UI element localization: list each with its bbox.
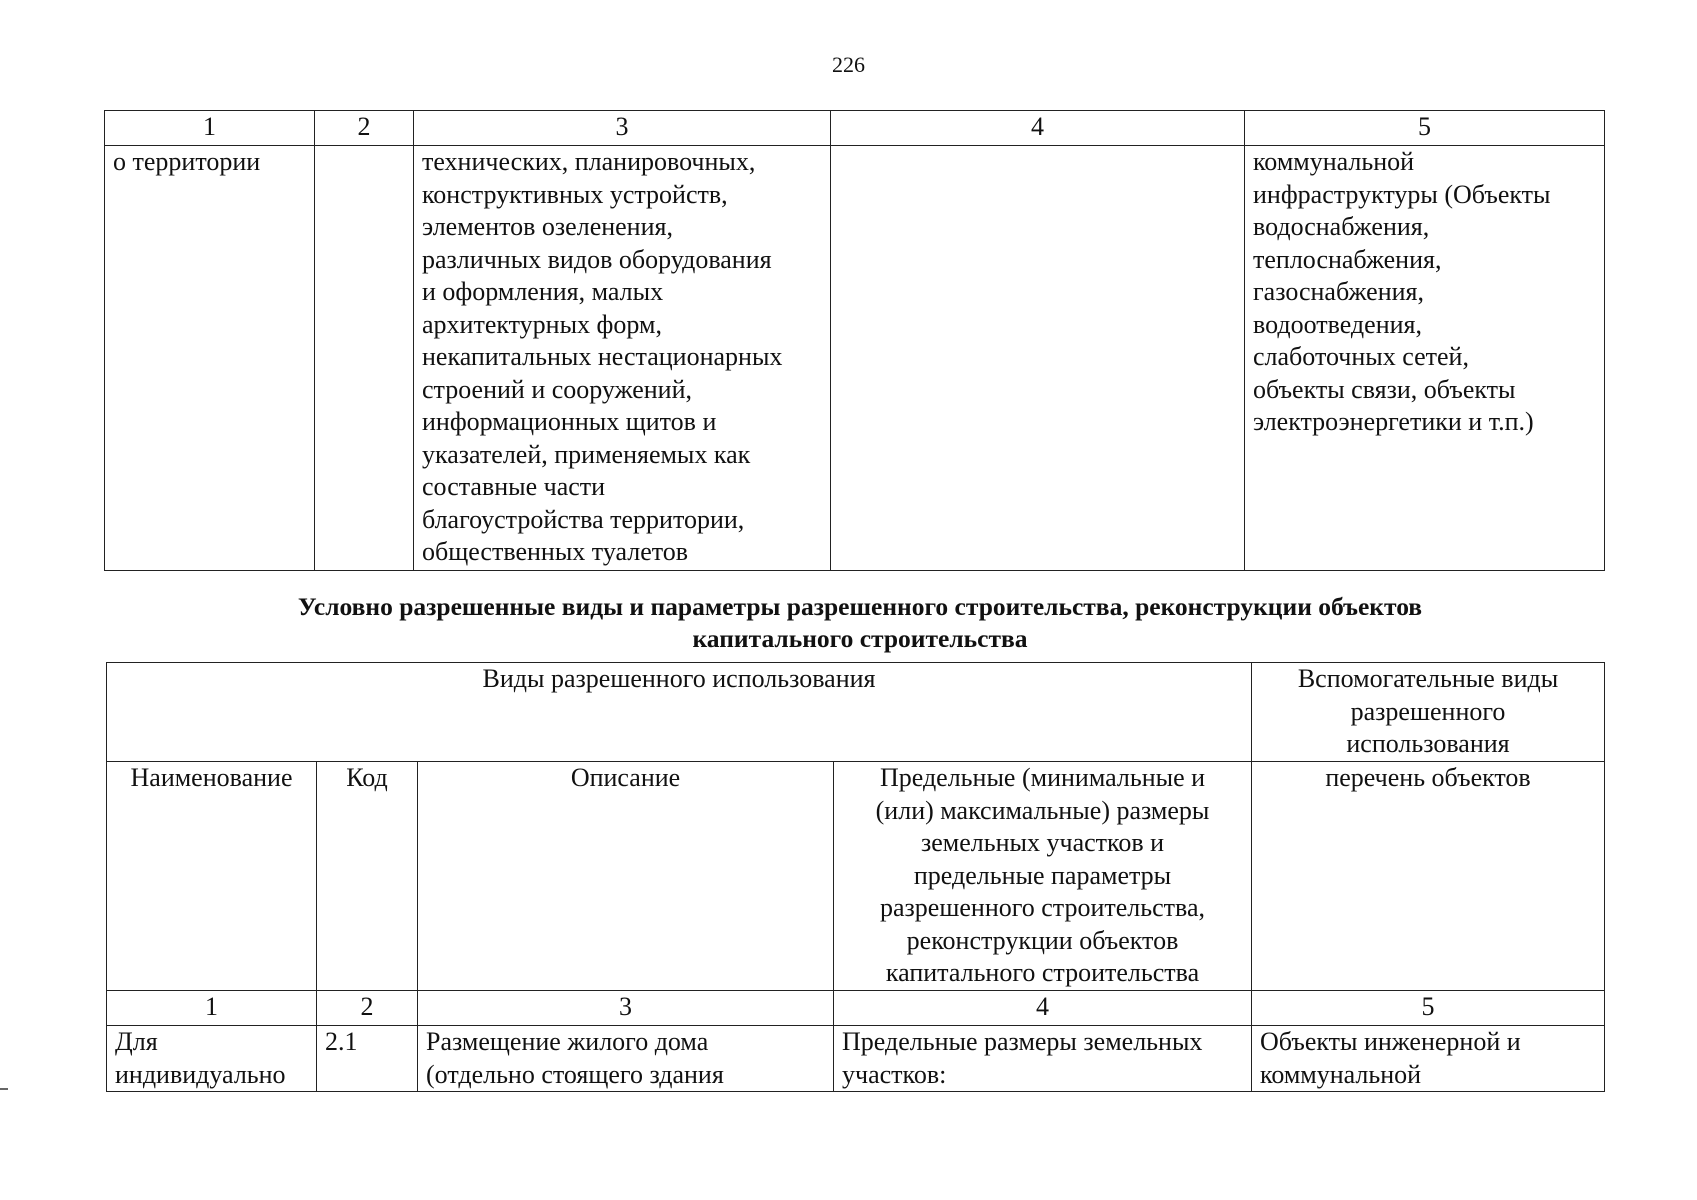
text-line: объекты связи, объекты	[1253, 374, 1516, 404]
column-number-cell: 3	[414, 111, 831, 146]
text-line: Размещение жилого дома	[426, 1027, 709, 1056]
description-cell	[418, 1026, 834, 1092]
description-cell	[414, 146, 831, 571]
column-number-cell: 5	[1245, 111, 1605, 146]
text-line: электроэнергетики и т.п.)	[1253, 407, 1534, 436]
text-line: земельных участков и	[920, 828, 1165, 857]
text-line: различных видов оборудования	[422, 244, 772, 274]
text-line: индивидуально	[115, 1059, 286, 1089]
text-line: и оформления, малых	[422, 277, 664, 306]
column-header-row	[107, 762, 1605, 991]
text-line: технических, планировочных,	[422, 147, 756, 176]
column-number-row	[105, 111, 1605, 146]
text-line: о территории	[113, 147, 261, 176]
text-line: Предельные размеры земельных	[842, 1027, 1203, 1056]
column-number-cell: 2	[317, 991, 418, 1026]
column-header-code: Код	[317, 762, 418, 991]
text-line: информационных щитов и	[422, 407, 717, 436]
text-line: капитального строительства	[885, 958, 1200, 987]
text-line: указателей, применяемых как	[422, 439, 751, 469]
column-number-cell: 4	[834, 991, 1252, 1026]
text-line: водоотведения,	[1253, 309, 1422, 339]
text-line: Вспомогательные виды	[1297, 664, 1559, 693]
name-cell	[105, 146, 315, 571]
text-line: использования	[1346, 729, 1510, 758]
aux-header-cell	[1252, 663, 1605, 762]
text-line: разрешенного	[1350, 696, 1506, 726]
text-line: некапитальных нестационарных	[422, 342, 783, 371]
text-line: инфраструктуры (Объекты	[1253, 179, 1551, 209]
text-line: реконструкции объектов	[906, 925, 1179, 955]
column-number-cell: 1	[107, 991, 317, 1026]
text-line: теплоснабжения,	[1253, 244, 1442, 274]
column-number-cell: 3	[418, 991, 834, 1026]
column-header-limits	[834, 762, 1252, 991]
text-line: Для	[115, 1027, 158, 1056]
margin-tick-mark	[0, 1088, 8, 1090]
text-line: водоснабжения,	[1253, 212, 1430, 241]
column-header-objects: перечень объектов	[1252, 762, 1605, 991]
text-line: конструктивных устройств,	[422, 179, 728, 209]
text-line: коммунальной	[1253, 147, 1415, 176]
section-heading-line: Условно разрешенные виды и параметры разрешенного строительства, реконструкции объектов	[297, 592, 1423, 621]
column-number-cell: 5	[1252, 991, 1605, 1026]
table-row	[105, 146, 1605, 571]
limits-cell	[831, 146, 1245, 571]
column-number-row	[107, 991, 1605, 1026]
text-line: коммунальной	[1260, 1059, 1422, 1089]
section-heading-line: капитального строительства	[692, 624, 1028, 653]
text-line: предельные параметры	[913, 860, 1172, 890]
table-2-conditional-uses	[106, 662, 1605, 1092]
text-line: участков:	[842, 1059, 947, 1089]
column-header-name: Наименование	[107, 762, 317, 991]
column-number-cell: 1	[105, 111, 315, 146]
objects-cell	[1252, 1026, 1605, 1092]
page-number: 226	[832, 52, 865, 77]
name-cell	[107, 1026, 317, 1092]
text-line: (отдельно стоящего здания	[426, 1059, 724, 1089]
code-cell	[315, 146, 414, 571]
text-line: Объекты инженерной и	[1260, 1027, 1521, 1056]
text-line: составные части	[422, 472, 606, 501]
objects-cell	[1245, 146, 1605, 571]
column-number-cell: 4	[831, 111, 1245, 146]
text-line: общественных туалетов	[422, 537, 689, 566]
table-1-continuation	[104, 110, 1605, 571]
text-line: (или) максимальные) размеры	[875, 795, 1210, 825]
limits-cell	[834, 1026, 1252, 1092]
column-number-cell: 2	[315, 111, 414, 146]
table-row	[107, 1026, 1605, 1092]
text-line: архитектурных форм,	[422, 309, 662, 339]
column-header-description: Описание	[418, 762, 834, 991]
group-header-cell: Виды разрешенного использования	[107, 663, 1252, 762]
text-line: слаботочных сетей,	[1253, 342, 1469, 371]
text-line: благоустройства территории,	[422, 504, 745, 534]
section-heading	[120, 591, 1600, 655]
code-cell: 2.1	[317, 1026, 418, 1092]
text-line: газоснабжения,	[1253, 277, 1424, 306]
text-line: строений и сооружений,	[422, 374, 692, 404]
text-line: разрешенного строительства,	[880, 893, 1205, 922]
text-line: Предельные (минимальные и	[879, 763, 1206, 792]
text-line: элементов озеленения,	[422, 212, 673, 241]
group-header-row	[107, 663, 1605, 762]
